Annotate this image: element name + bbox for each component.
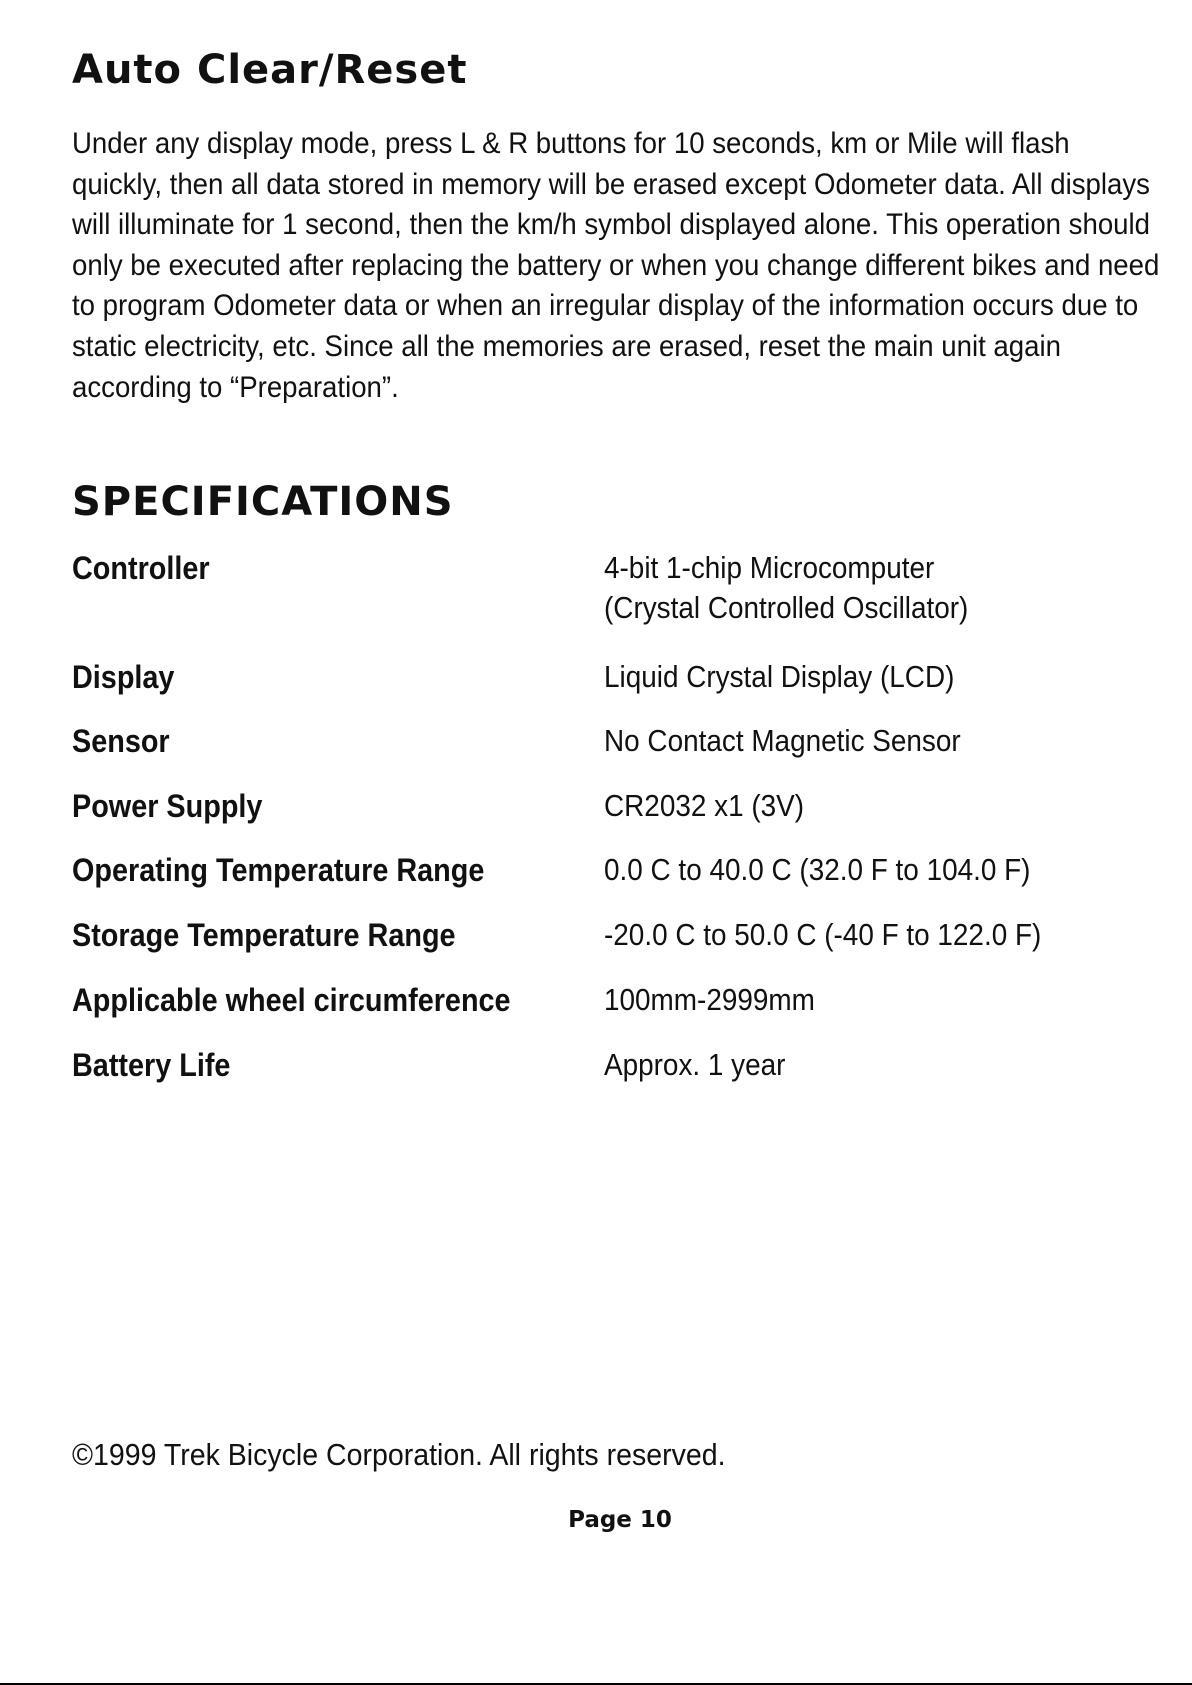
spec-label: Storage Temperature Range xyxy=(72,917,456,953)
copyright-notice: ©1999 Trek Bicycle Corporation. All rights reserved. xyxy=(72,1437,726,1472)
spec-value: Approx. 1 year xyxy=(604,1047,786,1082)
spec-label: Sensor xyxy=(72,723,170,759)
spec-value-line: 4-bit 1-chip Microcomputer xyxy=(604,550,935,585)
spec-label: Power Supply xyxy=(72,788,263,824)
auto-clear-heading: Auto Clear/Reset xyxy=(72,47,468,93)
spec-value: CR2032 x1 (3V) xyxy=(604,788,805,823)
page-number: Page 10 xyxy=(568,1507,672,1533)
auto-clear-paragraph: Under any display mode, press L & R buttons for 10 seconds, km or Mile will flash quickly, then all data stored in memory will be erased except Odometer data. All displays will illuminate for 1 second, then the km/h symbol displayed alone. This operation should only be executed after replacing the battery or when you change different bikes and need to program Odometer data or when an irregular display of the information occurs due to static electricity, etc. Since all the memories are erased, reset the main unit again according to “Preparation”. xyxy=(72,127,1160,404)
spec-value-line-2: (Crystal Controlled Oscillator) xyxy=(604,590,969,625)
spec-value: 100mm-2999mm xyxy=(604,982,815,1017)
spec-label: Battery Life xyxy=(72,1047,231,1083)
spec-label: Applicable wheel circumference xyxy=(72,982,511,1018)
spec-label: Display xyxy=(72,659,175,695)
spec-value: No Contact Magnetic Sensor xyxy=(604,723,961,758)
spec-value: Liquid Crystal Display (LCD) xyxy=(604,659,955,694)
spec-label: Controller xyxy=(72,550,210,586)
specifications-heading: SPECIFICATIONS xyxy=(72,479,454,525)
spec-value: -20.0 C to 50.0 C (-40 F to 122.0 F) xyxy=(604,917,1042,952)
spec-label: Operating Temperature Range xyxy=(72,852,485,888)
spec-value: 0.0 C to 40.0 C (32.0 F to 104.0 F) xyxy=(604,852,1031,887)
spec-value xyxy=(604,548,968,628)
